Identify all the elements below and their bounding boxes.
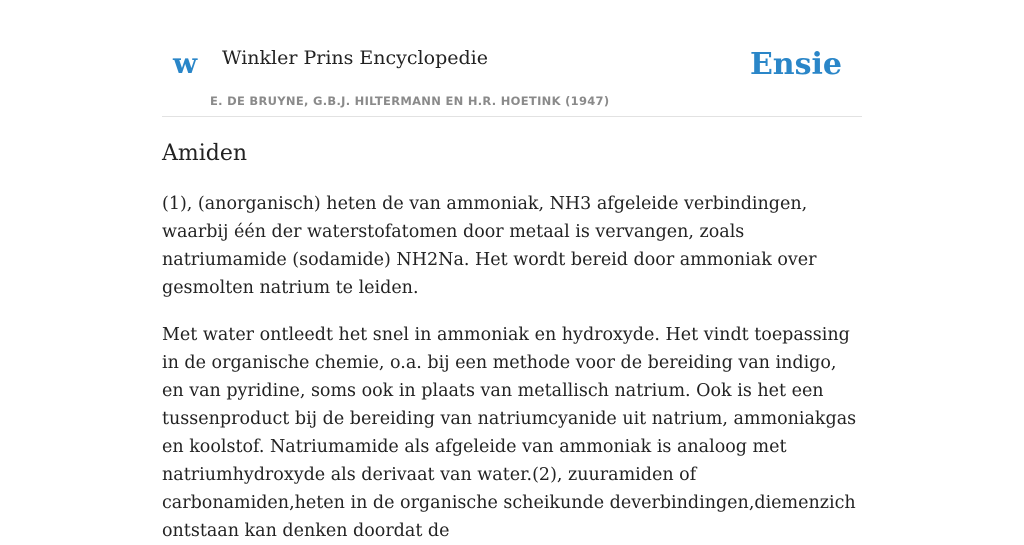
article [162,138,862,545]
article-paragraph-1: (1), (anorganisch) heten de van ammoniak, NH3 afgeleide verbindingen, waarbij één der waterstofatomen door metaal is vervangen, zoals natriumamide (sodamide) NH2Na. Het wordt bereid door ammoniak over gesmolten natrium te leiden. [162,194,817,298]
article-paragraph-2: Met water ontleedt het snel in ammoniak en hydroxyde. Het vindt toepassing in de organische chemie, o.a. bij een methode voor de bereiding van indigo, en van pyridine, soms ook in plaats van metallisch natrium. Ook is het een tussenproduct bij de bereiding van natriumcyanide uit natrium, ammoniakgas en koolstof. Natriumamide als afgeleide van ammoniak is analoog met natriumhydroxyde als derivaat van water.(2), zuuramiden of carbonamiden,heten in de organische scheikunde deverbindingen,diemenzich ontstaan kan denken doordat de [162,325,857,541]
site-header [162,0,862,117]
site-title[interactable]: Winkler Prins Encyclopedie [222,47,488,69]
winkler-prins-logo[interactable]: w [173,47,198,80]
authors-line: E. DE BRUYNE, G.B.J. HILTERMANN EN H.R. HOETINK (1947) [210,94,610,108]
ensie-brand-logo[interactable]: Ensie [749,47,842,82]
article-title: Amiden [162,141,248,166]
